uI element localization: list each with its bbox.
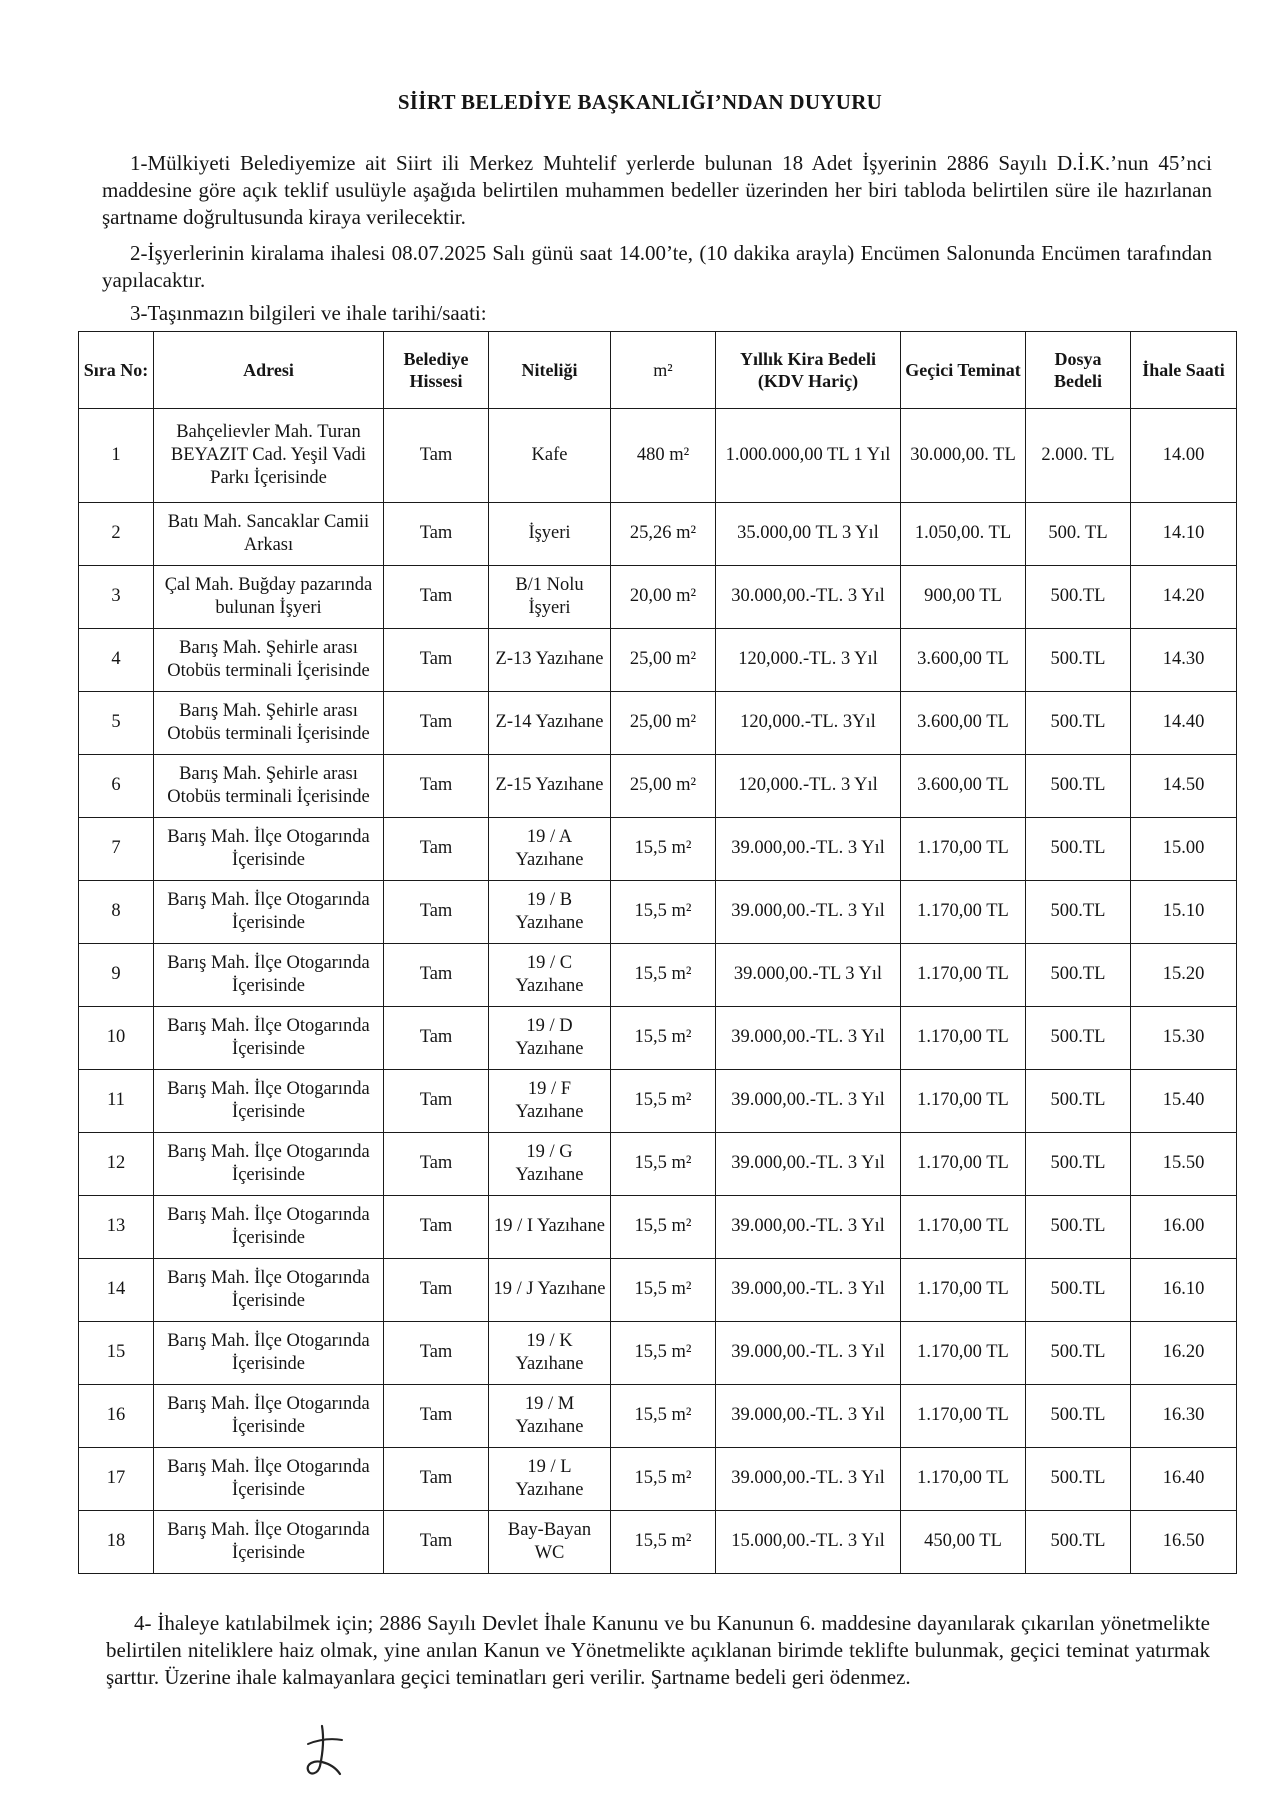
cell-sira: 14 bbox=[79, 1258, 154, 1321]
cell-hisse: Tam bbox=[384, 565, 489, 628]
cell-teminat: 1.170,00 TL bbox=[901, 1006, 1026, 1069]
cell-nitelik: 19 / I Yazıhane bbox=[489, 1195, 611, 1258]
cell-sira: 18 bbox=[79, 1510, 154, 1573]
cell-hisse: Tam bbox=[384, 628, 489, 691]
header-adres: Adresi bbox=[154, 332, 384, 409]
cell-kira: 120,000.-TL. 3 Yıl bbox=[716, 754, 901, 817]
table-row bbox=[79, 943, 1237, 1006]
cell-nitelik: 19 / C Yazıhane bbox=[489, 943, 611, 1006]
cell-adres: Barış Mah. Şehirle arası Otobüs terminali İçerisinde bbox=[154, 691, 384, 754]
cell-sira: 9 bbox=[79, 943, 154, 1006]
paragraph-1-text: 1-Mülkiyeti Belediyemize ait Siirt ili Merkez Muhtelif yerlerde bulunan 18 Adet İşyerinin 2886 Sayılı D.İ.K.’nun 45’nci maddesine göre açık teklif usulüyle aşağıda belirtilen muhammen bedeller üzerinden her biri tabloda belirtilen süre ile hazırlanan şartname doğrultusunda kiraya verilecektir. bbox=[102, 151, 1212, 229]
cell-hisse: Tam bbox=[384, 1195, 489, 1258]
cell-m2: 15,5 m² bbox=[611, 1321, 716, 1384]
cell-dosya: 500.TL bbox=[1026, 691, 1131, 754]
cell-m2: 15,5 m² bbox=[611, 943, 716, 1006]
cell-dosya: 500.TL bbox=[1026, 1510, 1131, 1573]
table-row bbox=[79, 628, 1237, 691]
table-row bbox=[79, 565, 1237, 628]
cell-nitelik: Kafe bbox=[489, 409, 611, 503]
table-row bbox=[79, 1195, 1237, 1258]
cell-kira: 39.000,00.-TL. 3 Yıl bbox=[716, 1384, 901, 1447]
cell-saat: 16.00 bbox=[1131, 1195, 1237, 1258]
cell-adres: Barış Mah. İlçe Otogarında İçerisinde bbox=[154, 943, 384, 1006]
cell-saat: 15.50 bbox=[1131, 1132, 1237, 1195]
table-row bbox=[79, 409, 1237, 503]
header-dosya: Dosya Bedeli bbox=[1026, 332, 1131, 409]
cell-saat: 14.40 bbox=[1131, 691, 1237, 754]
paragraph-3-text: 3-Taşınmazın bilgileri ve ihale tarihi/saati: bbox=[130, 301, 487, 325]
cell-adres: Çal Mah. Buğday pazarında bulunan İşyeri bbox=[154, 565, 384, 628]
cell-nitelik: 19 / A Yazıhane bbox=[489, 817, 611, 880]
cell-m2: 20,00 m² bbox=[611, 565, 716, 628]
table-row bbox=[79, 1447, 1237, 1510]
cell-kira: 30.000,00.-TL. 3 Yıl bbox=[716, 565, 901, 628]
cell-kira: 39.000,00.-TL. 3 Yıl bbox=[716, 817, 901, 880]
cell-adres: Barış Mah. İlçe Otogarında İçerisinde bbox=[154, 1447, 384, 1510]
cell-adres: Barış Mah. İlçe Otogarında İçerisinde bbox=[154, 817, 384, 880]
cell-saat: 14.30 bbox=[1131, 628, 1237, 691]
cell-adres: Barış Mah. İlçe Otogarında İçerisinde bbox=[154, 1069, 384, 1132]
table-row bbox=[79, 1006, 1237, 1069]
cell-saat: 16.30 bbox=[1131, 1384, 1237, 1447]
cell-nitelik: 19 / D Yazıhane bbox=[489, 1006, 611, 1069]
cell-nitelik: 19 / M Yazıhane bbox=[489, 1384, 611, 1447]
cell-kira: 39.000,00.-TL. 3 Yıl bbox=[716, 1447, 901, 1510]
cell-m2: 25,00 m² bbox=[611, 628, 716, 691]
cell-nitelik: Z-15 Yazıhane bbox=[489, 754, 611, 817]
cell-hisse: Tam bbox=[384, 943, 489, 1006]
cell-kira: 120,000.-TL. 3Yıl bbox=[716, 691, 901, 754]
cell-kira: 39.000,00.-TL. 3 Yıl bbox=[716, 1069, 901, 1132]
cell-kira: 39.000,00.-TL 3 Yıl bbox=[716, 943, 901, 1006]
cell-nitelik: 19 / K Yazıhane bbox=[489, 1321, 611, 1384]
signature-mark bbox=[300, 1722, 348, 1780]
cell-nitelik: 19 / F Yazıhane bbox=[489, 1069, 611, 1132]
cell-m2: 15,5 m² bbox=[611, 1006, 716, 1069]
cell-kira: 39.000,00.-TL. 3 Yıl bbox=[716, 1195, 901, 1258]
cell-teminat: 1.170,00 TL bbox=[901, 1384, 1026, 1447]
cell-adres: Barış Mah. İlçe Otogarında İçerisinde bbox=[154, 880, 384, 943]
cell-teminat: 1.170,00 TL bbox=[901, 1195, 1026, 1258]
cell-saat: 16.40 bbox=[1131, 1447, 1237, 1510]
paragraph-3 bbox=[102, 300, 1212, 327]
header-sira: Sıra No: bbox=[79, 332, 154, 409]
cell-hisse: Tam bbox=[384, 1006, 489, 1069]
table-row bbox=[79, 1069, 1237, 1132]
cell-hisse: Tam bbox=[384, 502, 489, 565]
cell-nitelik: 19 / L Yazıhane bbox=[489, 1447, 611, 1510]
cell-teminat: 1.170,00 TL bbox=[901, 1258, 1026, 1321]
cell-nitelik: Z-14 Yazıhane bbox=[489, 691, 611, 754]
cell-sira: 4 bbox=[79, 628, 154, 691]
cell-sira: 11 bbox=[79, 1069, 154, 1132]
cell-teminat: 900,00 TL bbox=[901, 565, 1026, 628]
cell-saat: 15.00 bbox=[1131, 817, 1237, 880]
cell-saat: 15.30 bbox=[1131, 1006, 1237, 1069]
cell-dosya: 500.TL bbox=[1026, 1132, 1131, 1195]
table-row bbox=[79, 1510, 1237, 1573]
cell-teminat: 3.600,00 TL bbox=[901, 691, 1026, 754]
table-row bbox=[79, 1258, 1237, 1321]
cell-hisse: Tam bbox=[384, 817, 489, 880]
paragraph-2 bbox=[102, 240, 1212, 294]
tender-table bbox=[78, 331, 1237, 1574]
cell-dosya: 500.TL bbox=[1026, 817, 1131, 880]
cell-teminat: 1.170,00 TL bbox=[901, 943, 1026, 1006]
cell-dosya: 2.000. TL bbox=[1026, 409, 1131, 503]
cell-m2: 15,5 m² bbox=[611, 1132, 716, 1195]
cell-hisse: Tam bbox=[384, 409, 489, 503]
cell-m2: 15,5 m² bbox=[611, 817, 716, 880]
cell-adres: Barış Mah. İlçe Otogarında İçerisinde bbox=[154, 1510, 384, 1573]
cell-dosya: 500.TL bbox=[1026, 1069, 1131, 1132]
cell-teminat: 1.050,00. TL bbox=[901, 502, 1026, 565]
cell-hisse: Tam bbox=[384, 1258, 489, 1321]
cell-m2: 25,00 m² bbox=[611, 754, 716, 817]
cell-sira: 1 bbox=[79, 409, 154, 503]
cell-nitelik: 19 / J Yazıhane bbox=[489, 1258, 611, 1321]
cell-dosya: 500. TL bbox=[1026, 502, 1131, 565]
cell-hisse: Tam bbox=[384, 1069, 489, 1132]
cell-sira: 17 bbox=[79, 1447, 154, 1510]
cell-kira: 35.000,00 TL 3 Yıl bbox=[716, 502, 901, 565]
paragraph-4 bbox=[106, 1610, 1210, 1691]
cell-teminat: 1.170,00 TL bbox=[901, 1132, 1026, 1195]
cell-hisse: Tam bbox=[384, 754, 489, 817]
cell-m2: 15,5 m² bbox=[611, 1195, 716, 1258]
cell-sira: 10 bbox=[79, 1006, 154, 1069]
cell-sira: 6 bbox=[79, 754, 154, 817]
cell-hisse: Tam bbox=[384, 1321, 489, 1384]
cell-dosya: 500.TL bbox=[1026, 1384, 1131, 1447]
cell-adres: Barış Mah. Şehirle arası Otobüs terminali İçerisinde bbox=[154, 628, 384, 691]
cell-nitelik: 19 / G Yazıhane bbox=[489, 1132, 611, 1195]
cell-saat: 15.40 bbox=[1131, 1069, 1237, 1132]
cell-saat: 14.00 bbox=[1131, 409, 1237, 503]
cell-saat: 14.20 bbox=[1131, 565, 1237, 628]
cell-nitelik: B/1 Nolu İşyeri bbox=[489, 565, 611, 628]
document-title: SİİRT BELEDİYE BAŞKANLIĞI’NDAN DUYURU bbox=[397, 90, 883, 114]
header-m2: m² bbox=[611, 332, 716, 409]
table-row bbox=[79, 691, 1237, 754]
paragraph-4-text: 4- İhaleye katılabilmek için; 2886 Sayılı Devlet İhale Kanunu ve bu Kanunun 6. maddesine dayanılarak çıkarılan yönetmelikte belirtilen niteliklere haiz olmak, yine anılan Kanun ve Yönetmelikte açıklanan birimde teklifte bulunmak, geçici teminat yatırmak şarttır. Üzerine ihale kalmayanlara geçici teminatları geri verilir. Şartname bedeli geri ödenmez. bbox=[106, 1611, 1210, 1689]
table-row bbox=[79, 1384, 1237, 1447]
cell-dosya: 500.TL bbox=[1026, 1258, 1131, 1321]
cell-saat: 16.10 bbox=[1131, 1258, 1237, 1321]
cell-saat: 15.20 bbox=[1131, 943, 1237, 1006]
cell-teminat: 1.170,00 TL bbox=[901, 1321, 1026, 1384]
header-hisse: Belediye Hissesi bbox=[384, 332, 489, 409]
cell-adres: Barış Mah. İlçe Otogarında İçerisinde bbox=[154, 1384, 384, 1447]
cell-kira: 39.000,00.-TL. 3 Yıl bbox=[716, 880, 901, 943]
cell-teminat: 1.170,00 TL bbox=[901, 880, 1026, 943]
cell-hisse: Tam bbox=[384, 691, 489, 754]
cell-teminat: 1.170,00 TL bbox=[901, 1069, 1026, 1132]
table-row bbox=[79, 754, 1237, 817]
cell-dosya: 500.TL bbox=[1026, 565, 1131, 628]
cell-hisse: Tam bbox=[384, 1384, 489, 1447]
cell-teminat: 30.000,00. TL bbox=[901, 409, 1026, 503]
cell-dosya: 500.TL bbox=[1026, 1321, 1131, 1384]
cell-m2: 15,5 m² bbox=[611, 880, 716, 943]
cell-kira: 1.000.000,00 TL 1 Yıl bbox=[716, 409, 901, 503]
cell-hisse: Tam bbox=[384, 1510, 489, 1573]
cell-saat: 15.10 bbox=[1131, 880, 1237, 943]
header-kira: Yıllık Kira Bedeli (KDV Hariç) bbox=[716, 332, 901, 409]
cell-saat: 14.50 bbox=[1131, 754, 1237, 817]
cell-kira: 39.000,00.-TL. 3 Yıl bbox=[716, 1258, 901, 1321]
cell-adres: Barış Mah. İlçe Otogarında İçerisinde bbox=[154, 1321, 384, 1384]
cell-kira: 39.000,00.-TL. 3 Yıl bbox=[716, 1132, 901, 1195]
cell-nitelik: Z-13 Yazıhane bbox=[489, 628, 611, 691]
cell-hisse: Tam bbox=[384, 880, 489, 943]
cell-sira: 5 bbox=[79, 691, 154, 754]
table-row bbox=[79, 1321, 1237, 1384]
cell-m2: 15,5 m² bbox=[611, 1258, 716, 1321]
cell-m2: 15,5 m² bbox=[611, 1384, 716, 1447]
table-row bbox=[79, 817, 1237, 880]
cell-adres: Barış Mah. Şehirle arası Otobüs terminali İçerisinde bbox=[154, 754, 384, 817]
header-nitelik: Niteliği bbox=[489, 332, 611, 409]
cell-sira: 3 bbox=[79, 565, 154, 628]
cell-teminat: 1.170,00 TL bbox=[901, 817, 1026, 880]
cell-sira: 12 bbox=[79, 1132, 154, 1195]
table-row bbox=[79, 1132, 1237, 1195]
cell-sira: 2 bbox=[79, 502, 154, 565]
header-saat: İhale Saati bbox=[1131, 332, 1237, 409]
cell-teminat: 1.170,00 TL bbox=[901, 1447, 1026, 1510]
cell-saat: 14.10 bbox=[1131, 502, 1237, 565]
header-teminat: Geçici Teminat bbox=[901, 332, 1026, 409]
cell-dosya: 500.TL bbox=[1026, 1447, 1131, 1510]
cell-m2: 480 m² bbox=[611, 409, 716, 503]
cell-adres: Barış Mah. İlçe Otogarında İçerisinde bbox=[154, 1132, 384, 1195]
table-row bbox=[79, 880, 1237, 943]
cell-hisse: Tam bbox=[384, 1132, 489, 1195]
cell-dosya: 500.TL bbox=[1026, 628, 1131, 691]
paragraph-2-text: 2-İşyerlerinin kiralama ihalesi 08.07.2025 Salı günü saat 14.00’te, (10 dakika arayla) Encümen Salonunda Encümen tarafından yapılacaktır. bbox=[102, 241, 1212, 292]
table-body bbox=[79, 409, 1237, 1574]
cell-m2: 15,5 m² bbox=[611, 1510, 716, 1573]
cell-dosya: 500.TL bbox=[1026, 880, 1131, 943]
cell-sira: 7 bbox=[79, 817, 154, 880]
cell-sira: 13 bbox=[79, 1195, 154, 1258]
cell-kira: 39.000,00.-TL. 3 Yıl bbox=[716, 1321, 901, 1384]
cell-dosya: 500.TL bbox=[1026, 943, 1131, 1006]
cell-adres: Bahçelievler Mah. Turan BEYAZIT Cad. Yeşil Vadi Parkı İçerisinde bbox=[154, 409, 384, 503]
cell-adres: Batı Mah. Sancaklar Camii Arkası bbox=[154, 502, 384, 565]
cell-saat: 16.20 bbox=[1131, 1321, 1237, 1384]
cell-dosya: 500.TL bbox=[1026, 1195, 1131, 1258]
cell-kira: 15.000,00.-TL. 3 Yıl bbox=[716, 1510, 901, 1573]
cell-nitelik: 19 / B Yazıhane bbox=[489, 880, 611, 943]
cell-adres: Barış Mah. İlçe Otogarında İçerisinde bbox=[154, 1195, 384, 1258]
cell-sira: 8 bbox=[79, 880, 154, 943]
cell-kira: 120,000.-TL. 3 Yıl bbox=[716, 628, 901, 691]
cell-dosya: 500.TL bbox=[1026, 1006, 1131, 1069]
cell-sira: 16 bbox=[79, 1384, 154, 1447]
cell-teminat: 450,00 TL bbox=[901, 1510, 1026, 1573]
table-row bbox=[79, 502, 1237, 565]
cell-kira: 39.000,00.-TL. 3 Yıl bbox=[716, 1006, 901, 1069]
cell-nitelik: İşyeri bbox=[489, 502, 611, 565]
cell-m2: 15,5 m² bbox=[611, 1069, 716, 1132]
cell-dosya: 500.TL bbox=[1026, 754, 1131, 817]
cell-m2: 25,26 m² bbox=[611, 502, 716, 565]
cell-adres: Barış Mah. İlçe Otogarında İçerisinde bbox=[154, 1006, 384, 1069]
cell-hisse: Tam bbox=[384, 1447, 489, 1510]
table-header-row bbox=[79, 332, 1237, 409]
cell-sira: 15 bbox=[79, 1321, 154, 1384]
cell-saat: 16.50 bbox=[1131, 1510, 1237, 1573]
cell-nitelik: Bay-Bayan WC bbox=[489, 1510, 611, 1573]
cell-teminat: 3.600,00 TL bbox=[901, 628, 1026, 691]
cell-m2: 25,00 m² bbox=[611, 691, 716, 754]
cell-teminat: 3.600,00 TL bbox=[901, 754, 1026, 817]
cell-adres: Barış Mah. İlçe Otogarında İçerisinde bbox=[154, 1258, 384, 1321]
paragraph-1 bbox=[102, 150, 1212, 231]
cell-m2: 15,5 m² bbox=[611, 1447, 716, 1510]
